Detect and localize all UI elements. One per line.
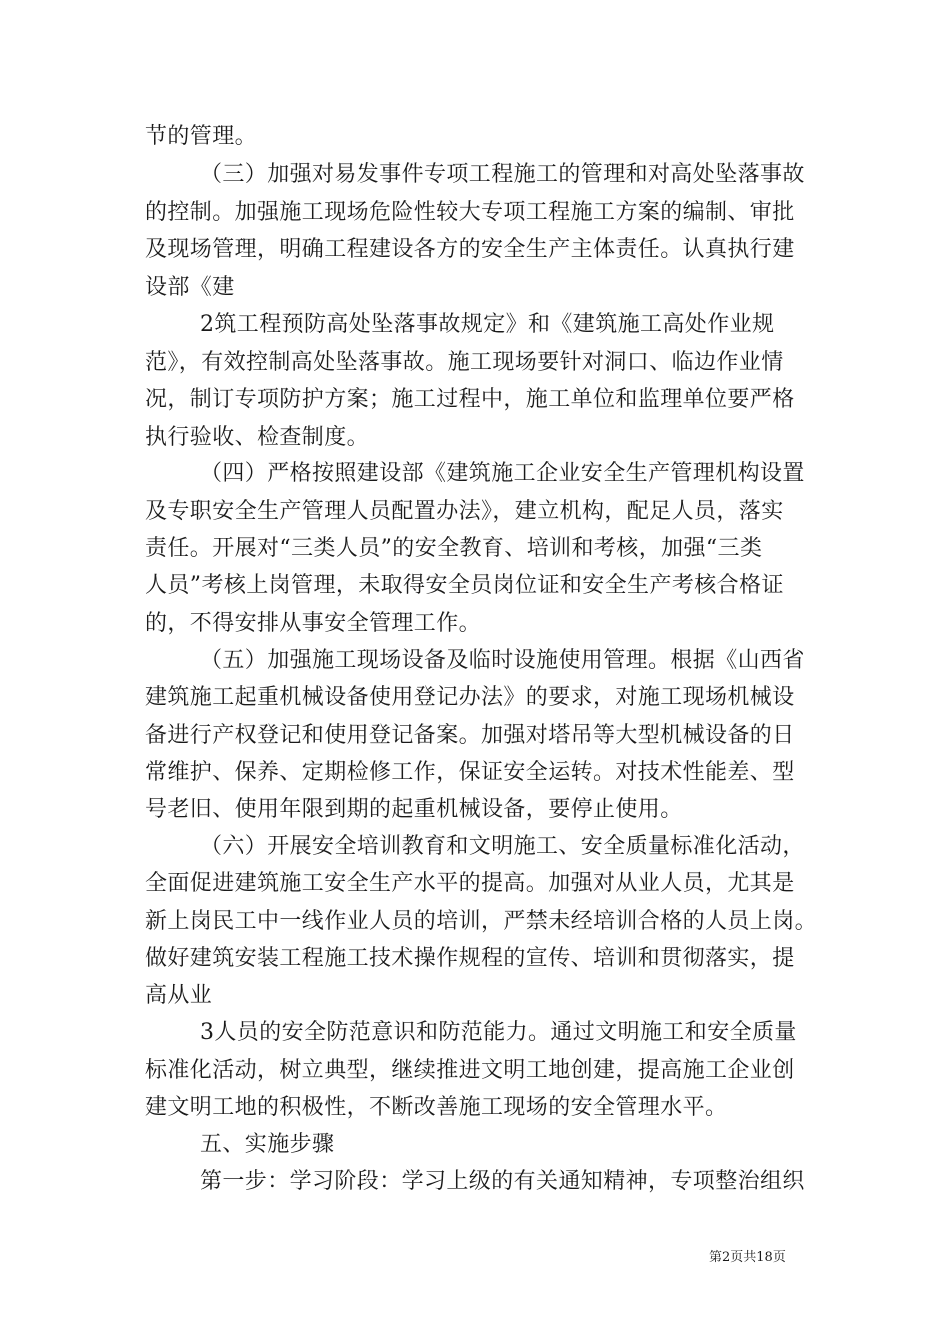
text-line: 况，制订专项防护方案；施工过程中，施工单位和监理单位要严格 [145,387,795,412]
text-line: （五）加强施工现场设备及临时设施使用管理。根据《山西省 [200,648,805,673]
text-line: 3人员的安全防范意识和防范能力。通过文明施工和安全质量 [200,1020,797,1045]
text-line: 高从业 [145,983,213,1008]
text-line: 建文明工地的积极性，不断改善施工现场的安全管理水平。 [145,1095,728,1120]
text-line: 号老旧、使用年限到期的起重机械设备，要停止使用。 [145,797,683,822]
text-line: （四）严格按照建设部《建筑施工企业安全生产管理机构设置 [200,461,805,486]
page-number: 第2页共18页 [709,1250,786,1265]
text-line: 第一步：学习阶段：学习上级的有关通知精神，专项整治组织 [200,1169,805,1194]
text-line: （三）加强对易发事件专项工程施工的管理和对高处坠落事故 [200,162,805,187]
text-line: 的，不得安排从事安全管理工作。 [145,611,482,636]
text-line: 及专职安全生产管理人员配置办法》，建立机构，配足人员，落实 [145,499,784,524]
text-line: 建筑施工起重机械设备使用登记办法》的要求，对施工现场机械设 [145,685,795,710]
text-line: 执行验收、检查制度。 [145,425,370,450]
text-line: 的控制。加强施工现场危险性较大专项工程施工方案的编制、审批 [145,200,795,225]
section-heading: 五、实施步骤 [200,1132,335,1157]
text-line: 责任。开展对“三类人员”的安全教育、培训和考核，加强“三类 [145,536,763,561]
text-line: 全面促进建筑施工安全生产水平的提高。加强对从业人员，尤其是 [145,871,795,896]
text-line: 节的管理。 [145,124,258,149]
text-line: 范》，有效控制高处坠落事故。施工现场要针对洞口、临边作业情 [145,350,784,375]
text-line: 常维护、保养、定期检修工作，保证安全运转。对技术性能差、型 [145,760,795,785]
text-line: 备进行产权登记和使用登记备案。加强对塔吊等大型机械设备的日 [145,723,795,748]
text-line: 新上岗民工中一线作业人员的培训，严禁未经培训合格的人员上岗。 [145,909,818,934]
text-line: 及现场管理，明确工程建设各方的安全生产主体责任。认真执行建 [145,237,795,262]
text-line: 人员”考核上岗管理，未取得安全员岗位证和安全生产考核合格证 [145,573,784,598]
text-line: 2筑工程预防高处坠落事故规定》和《建筑施工高处作业规 [200,312,775,337]
text-line: 设部《建 [145,275,235,300]
text-line: 做好建筑安装工程施工技术操作规程的宣传、培训和贯彻落实，提 [145,946,795,971]
text-line: （六）开展安全培训教育和文明施工、安全质量标准化活动， [200,834,805,859]
text-line: 标准化活动，树立典型，继续推进文明工地创建，提高施工企业创 [145,1058,795,1083]
